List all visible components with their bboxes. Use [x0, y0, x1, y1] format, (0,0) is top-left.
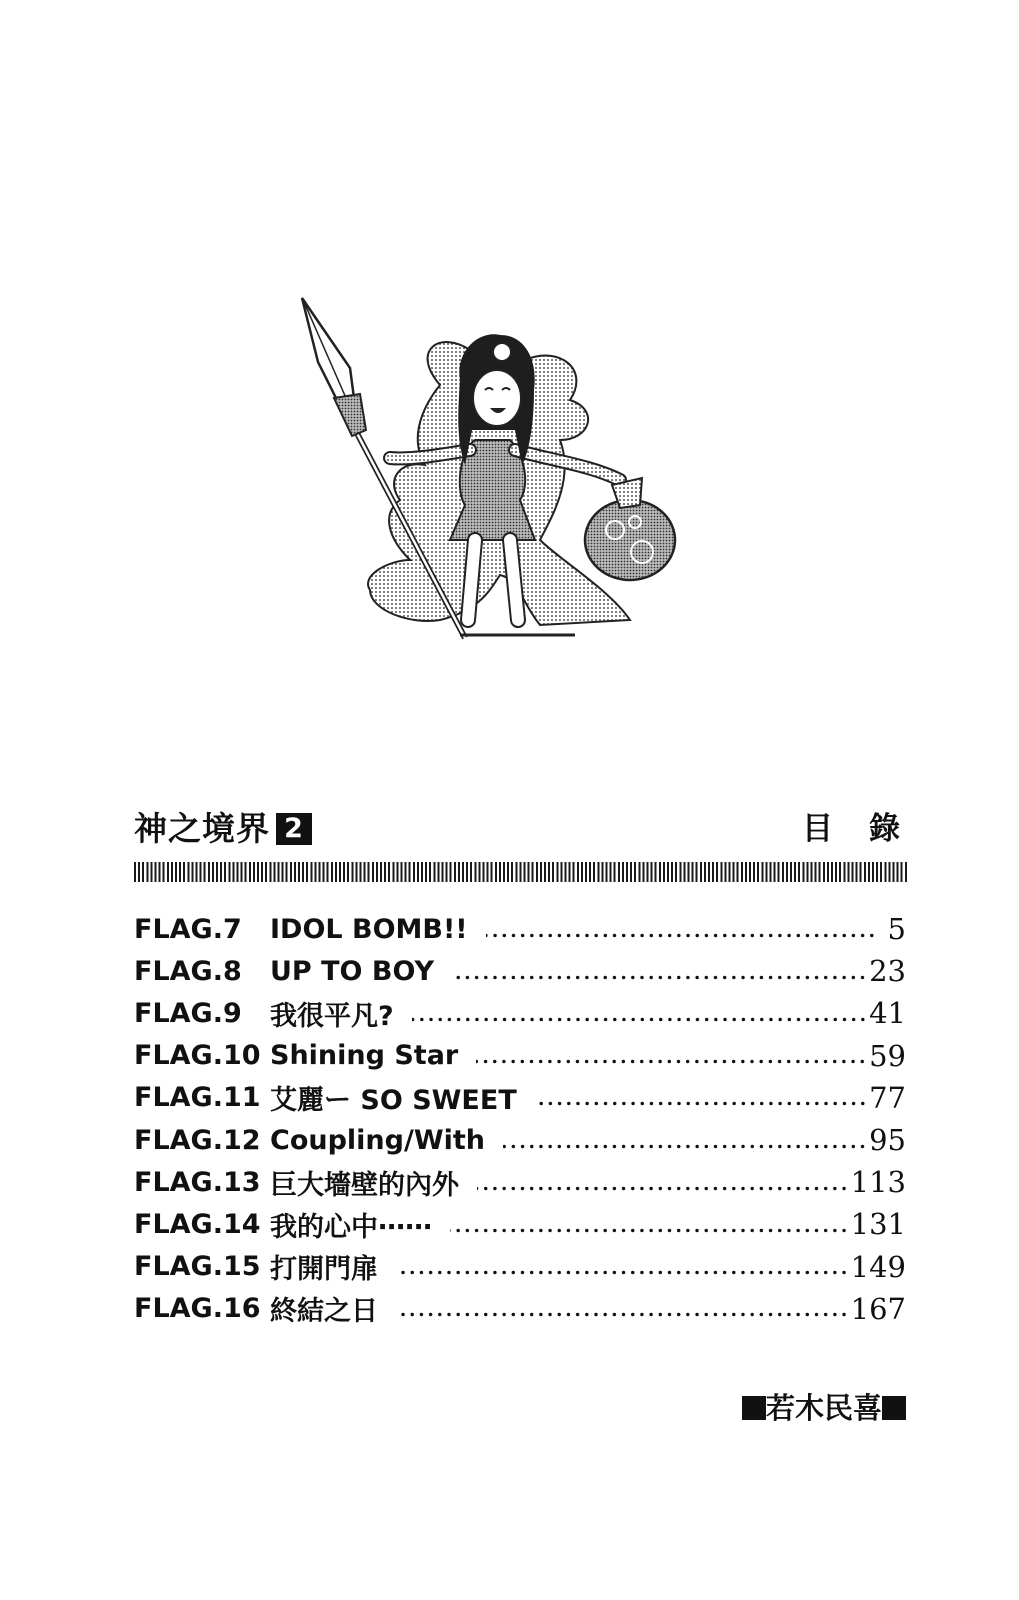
- toc-flag-number: FLAG.16: [134, 1293, 261, 1325]
- toc-page-number: 131: [850, 1207, 906, 1242]
- toc-flag-number: FLAG.10: [134, 1040, 261, 1072]
- toc-dot-leader: [450, 1228, 849, 1233]
- toc-entry: [134, 1119, 906, 1161]
- toc-page-number: 23: [869, 954, 906, 989]
- square-bullet-right: [882, 1396, 906, 1420]
- toc-flag-number: FLAG.11: [134, 1082, 261, 1114]
- hatched-rule: [134, 862, 907, 882]
- toc-list: [134, 908, 906, 1330]
- toc-header: [134, 806, 936, 852]
- toc-entry: [134, 1288, 906, 1330]
- bag: [585, 500, 675, 580]
- toc-dot-leader: [486, 933, 876, 938]
- toc-dot-leader: [477, 1186, 849, 1191]
- toc-flag-number: FLAG.14: [134, 1208, 261, 1240]
- toc-entry: [134, 908, 906, 950]
- toc-chapter-title: Coupling/With: [270, 1124, 485, 1156]
- author-name: 若木民喜: [765, 1391, 882, 1425]
- toc-page-number: 77: [869, 1080, 906, 1115]
- toc-page-number: 5: [887, 912, 906, 947]
- book-title: [134, 806, 312, 852]
- toc-chapter-title: IDOL BOMB!!: [270, 913, 468, 945]
- toc-page-number: 167: [850, 1291, 906, 1326]
- volume-badge: 2: [276, 813, 312, 845]
- toc-entry: [134, 950, 906, 992]
- toc-chapter-title: 終結之日: [270, 1296, 378, 1328]
- toc-entry: [134, 1246, 906, 1288]
- toc-page-number: 41: [869, 996, 906, 1031]
- toc-chapter-title: 打開門扉: [270, 1254, 378, 1286]
- toc-entry: [134, 1161, 906, 1203]
- toc-chapter-title: 我的心中⋯⋯: [270, 1211, 432, 1243]
- toc-chapter-title: Shining Star: [270, 1040, 459, 1072]
- toc-dot-leader: [476, 1059, 867, 1064]
- toc-chapter-title: 巨大墻壁的內外: [270, 1169, 459, 1201]
- toc-flag-number: FLAG.13: [134, 1166, 261, 1198]
- toc-page-number: 95: [869, 1123, 906, 1158]
- toc-entry: [134, 1077, 906, 1119]
- toc-flag-number: FLAG.8: [134, 955, 242, 987]
- toc-flag-number: FLAG.12: [134, 1124, 261, 1156]
- toc-dot-leader: [503, 1144, 867, 1149]
- toc-dot-leader: [396, 1312, 849, 1317]
- toc-dot-leader: [452, 975, 867, 980]
- author-credit: [742, 1386, 906, 1430]
- toc-page-number: 113: [850, 1165, 906, 1200]
- square-bullet-left: [742, 1396, 766, 1420]
- toc-entry: [134, 1035, 906, 1077]
- toc-dot-leader: [535, 1101, 867, 1106]
- toc-dot-leader: [412, 1017, 867, 1022]
- toc-flag-number: FLAG.9: [134, 997, 242, 1029]
- toc-flag-number: FLAG.7: [134, 913, 242, 945]
- girl-face: [473, 370, 521, 426]
- toc-entry: [134, 1203, 906, 1245]
- toc-heading: 目錄: [802, 811, 936, 847]
- toc-dot-leader: [396, 1270, 849, 1275]
- toc-page-number: 149: [850, 1249, 906, 1284]
- toc-chapter-title: 艾麗ー SO SWEET: [270, 1085, 517, 1117]
- toc-page-number: 59: [869, 1038, 906, 1073]
- toc-chapter-title: 我很平凡?: [270, 1000, 394, 1032]
- book-title-text: 神之境界: [134, 809, 270, 848]
- girl-with-spear-illustration: [290, 290, 710, 660]
- toc-flag-number: FLAG.15: [134, 1251, 261, 1283]
- toc-chapter-title: UP TO BOY: [270, 955, 435, 987]
- toc-entry: [134, 992, 906, 1034]
